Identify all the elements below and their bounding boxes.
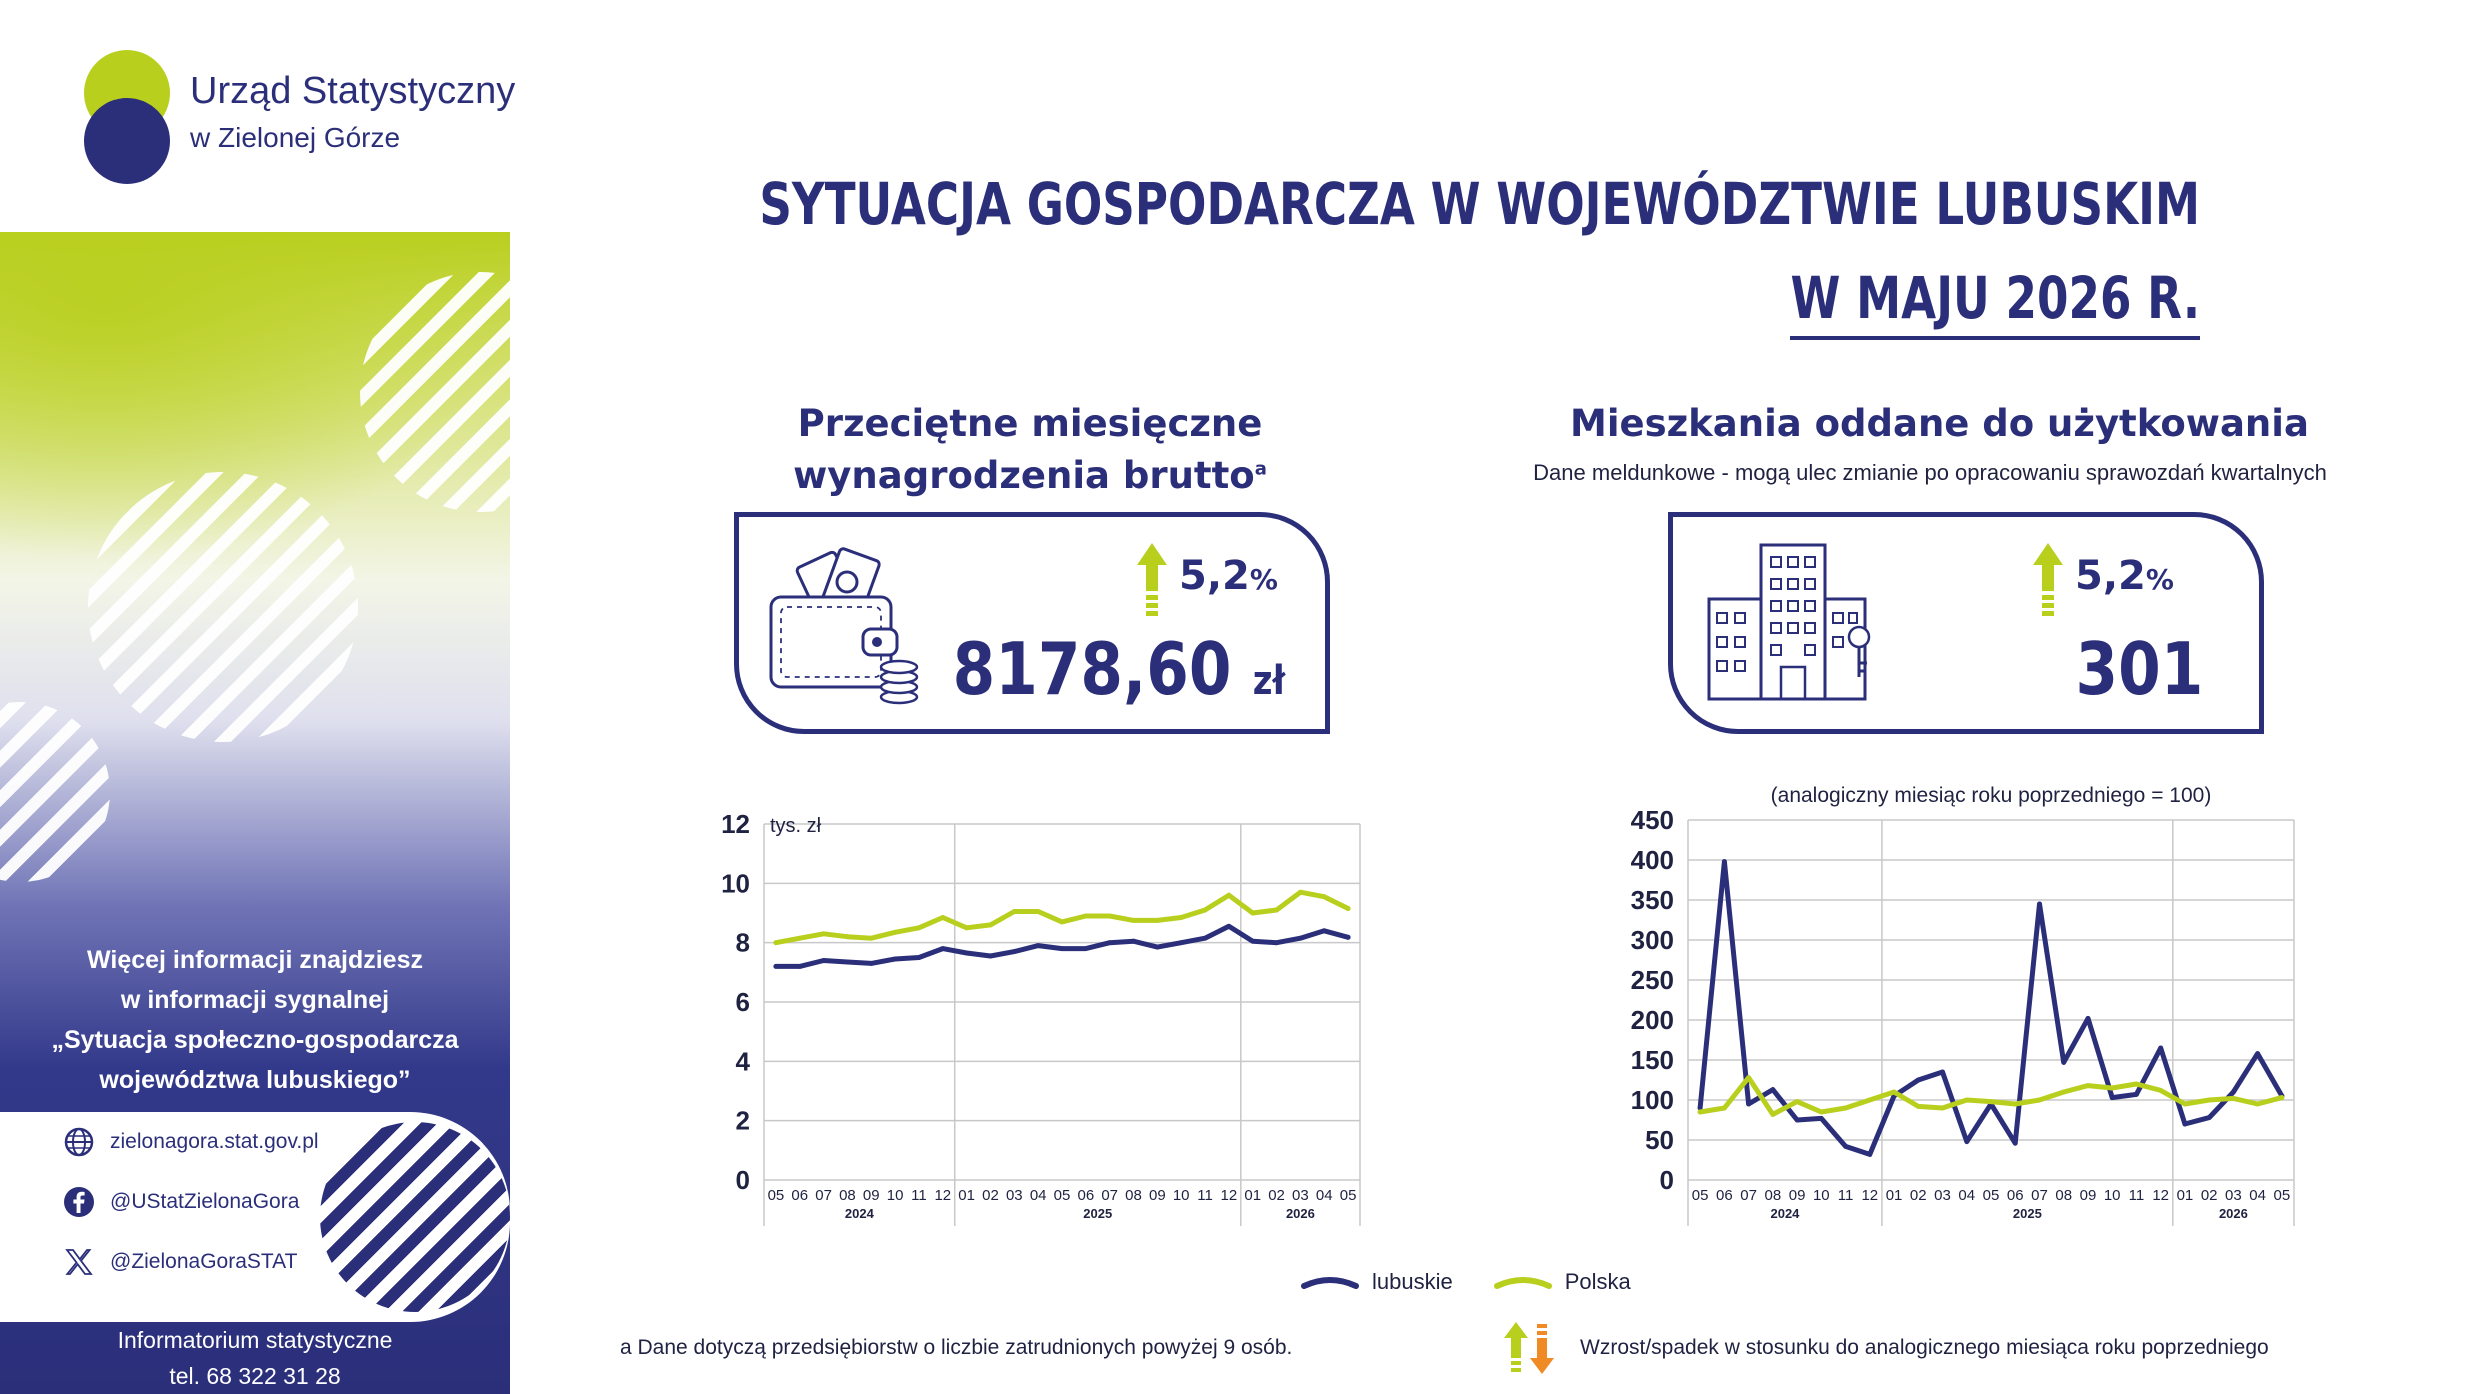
sidebar-info-text: Więcej informacji znajdziesz w informacji sygnalnej „Sytuacja społeczno-gospodarcza województwa lubuskiego” xyxy=(51,946,459,1094)
apartment-building-icon xyxy=(1699,537,1879,707)
x-tick-label: 01 xyxy=(958,1187,975,1204)
data-point xyxy=(845,934,850,939)
x-tick-label: 08 xyxy=(1764,1187,1782,1204)
flats-line-chart xyxy=(1610,780,2310,1230)
x-tick-label: 12 xyxy=(1220,1187,1238,1204)
x-tick-label: 11 xyxy=(1837,1187,1854,1204)
x-tick-label: 02 xyxy=(1909,1187,1927,1204)
wages-heading-line-1: Przeciętne miesięczne xyxy=(797,402,1263,445)
data-point xyxy=(1843,1144,1848,1149)
data-point xyxy=(964,925,969,930)
data-point xyxy=(2255,1051,2260,1056)
data-point xyxy=(2134,1092,2139,1097)
y-tick-label: 450 xyxy=(1630,805,1674,835)
data-point xyxy=(1940,1070,1945,1075)
decor-striped-circle xyxy=(88,472,358,742)
y-tick-label: 12 xyxy=(721,809,750,839)
data-point xyxy=(893,930,898,935)
x-tick-label: 07 xyxy=(1740,1187,1757,1204)
data-point xyxy=(1843,1106,1848,1111)
data-point xyxy=(1964,1139,1969,1144)
data-point xyxy=(2231,1096,2236,1101)
footnote-text: a Dane dotyczą przedsiębiorstw o liczbie zatrudnionych powyżej 9 osób. xyxy=(620,1336,1293,1359)
x-tick-label: 12 xyxy=(1861,1187,1879,1204)
logo-subtitle: w Zielonej Górze xyxy=(190,122,401,153)
data-point xyxy=(917,925,922,930)
decor-striped-circle xyxy=(0,702,110,882)
data-point xyxy=(1746,1102,1751,1107)
informatorium-contact xyxy=(0,1322,510,1394)
data-point xyxy=(893,957,898,962)
data-point xyxy=(1012,909,1017,914)
data-point xyxy=(1795,1118,1800,1123)
year-label: 2025 xyxy=(2012,1206,2042,1221)
wages-line-chart xyxy=(700,790,1380,1230)
flats-card xyxy=(1668,512,2264,734)
data-point xyxy=(2158,1046,2163,1051)
x-tick-label: 11 xyxy=(2128,1187,2145,1204)
data-point xyxy=(2183,1122,2188,1127)
x-tick-label: 10 xyxy=(2103,1187,2121,1204)
y-tick-label: 100 xyxy=(1630,1085,1674,1115)
data-point xyxy=(2061,1090,2066,1095)
data-point xyxy=(1036,943,1041,948)
informatorium-phone[interactable]: tel. 68 322 31 28 xyxy=(169,1363,341,1389)
y-tick-label: 150 xyxy=(1630,1045,1674,1075)
x-tick-label: 01 xyxy=(2176,1187,2194,1204)
data-point xyxy=(2061,1060,2066,1065)
x-tick-label: 02 xyxy=(1268,1187,1285,1204)
data-point xyxy=(1746,1075,1751,1080)
x-tick-label: 10 xyxy=(1812,1187,1830,1204)
year-label: 2026 xyxy=(1285,1206,1315,1221)
wages-card xyxy=(734,512,1330,734)
x-tick-label: 06 xyxy=(2006,1187,2024,1204)
y-tick-label: 0 xyxy=(1659,1165,1674,1195)
data-point xyxy=(2158,1088,2163,1093)
data-point xyxy=(1867,1098,1872,1103)
data-point xyxy=(1155,945,1160,950)
facebook-icon xyxy=(62,1185,96,1219)
x-tick-label: 06 xyxy=(1077,1187,1095,1204)
x-tick-label: 10 xyxy=(886,1187,904,1204)
x-tick-label: 12 xyxy=(2152,1187,2170,1204)
data-point xyxy=(1060,946,1065,951)
x-tick-label: 07 xyxy=(1101,1187,1119,1204)
data-point xyxy=(1036,909,1041,914)
increase-arrow-icon xyxy=(2033,543,2063,619)
page-title-line-1: SYTUACJA GOSPODARCZA W WOJEWÓDZTWIE LUBUSKIM xyxy=(759,170,2200,238)
data-point xyxy=(2013,1141,2018,1146)
data-point xyxy=(1964,1098,1969,1103)
x-tick-label: 09 xyxy=(2079,1187,2097,1204)
data-point xyxy=(1795,1099,1800,1104)
flats-subheading: Dane meldunkowe - mogą ulec zmianie po opracowaniu sprawozdań kwartalnych xyxy=(1533,460,2327,485)
data-point xyxy=(2207,1098,2212,1103)
page-title-line-2: W MAJU 2026 R. xyxy=(1790,264,2200,332)
year-label: 2024 xyxy=(1770,1206,1800,1221)
decor-striped-circle xyxy=(320,1122,510,1312)
data-point xyxy=(1083,914,1088,919)
informatorium-label: Informatorium statystyczne xyxy=(117,1327,393,1353)
data-point xyxy=(1322,894,1327,899)
x-tick-label: 05 xyxy=(1339,1187,1357,1204)
data-point xyxy=(2207,1115,2212,1120)
facebook-link-text: @UStatZielonaGora xyxy=(110,1190,300,1213)
globe-icon xyxy=(62,1125,96,1159)
data-point xyxy=(2086,1083,2091,1088)
data-point xyxy=(774,964,779,969)
x-tick-label: 05 xyxy=(1982,1187,2000,1204)
x-tick-label: 09 xyxy=(1149,1187,1166,1204)
decor-striped-circle xyxy=(360,272,510,512)
year-label: 2024 xyxy=(844,1206,874,1221)
data-point xyxy=(1155,918,1160,923)
x-tick-label: 06 xyxy=(791,1187,809,1204)
data-point xyxy=(1274,908,1279,913)
up-down-arrows-icon xyxy=(1504,1322,1556,1374)
data-point xyxy=(1298,936,1303,941)
x-tick-label: 08 xyxy=(839,1187,856,1204)
x-tick-label: 06 xyxy=(1716,1187,1733,1204)
x-tick-label: 04 xyxy=(1315,1187,1333,1204)
data-point xyxy=(1131,939,1136,944)
data-point xyxy=(1819,1116,1824,1121)
title-underline xyxy=(1790,336,2200,340)
series-line-polska xyxy=(1700,1078,2282,1115)
data-point xyxy=(1274,940,1279,945)
x-tick-label: 03 xyxy=(1292,1187,1309,1204)
x-tick-label: 08 xyxy=(2055,1187,2073,1204)
legend-swatch-polska xyxy=(1493,1272,1553,1292)
data-point xyxy=(1722,1106,1727,1111)
y-tick-label: 6 xyxy=(735,987,750,1017)
x-tick-label: 07 xyxy=(815,1187,832,1204)
y-tick-label: 2 xyxy=(735,1105,750,1136)
data-point xyxy=(1107,940,1112,945)
data-point xyxy=(2037,902,2042,907)
data-point xyxy=(2279,1095,2284,1100)
x-tick-label: 10 xyxy=(1172,1187,1190,1204)
series-line-polska xyxy=(776,892,1348,943)
website-link[interactable] xyxy=(62,1124,319,1160)
data-point xyxy=(1770,1112,1775,1117)
data-point xyxy=(1226,924,1231,929)
data-point xyxy=(797,964,802,969)
legend-label-lubuskie: lubuskie xyxy=(1372,1269,1453,1294)
x-tick-label: 11 xyxy=(911,1187,927,1204)
data-point xyxy=(988,954,993,959)
data-point xyxy=(1722,859,1727,864)
arrow-legend-note: Wzrost/spadek w stosunku do analogicznego miesiąca roku poprzedniego xyxy=(1580,1336,2269,1359)
x-tick-label: 05 xyxy=(1053,1187,1071,1204)
y-axis-label: tys. zł xyxy=(770,815,822,837)
x-tick-label: 03 xyxy=(2225,1187,2242,1204)
x-tick-label: 05 xyxy=(2273,1187,2291,1204)
data-point xyxy=(1770,1087,1775,1092)
data-point xyxy=(1916,1104,1921,1109)
logo-mark xyxy=(82,48,172,186)
y-tick-label: 350 xyxy=(1630,885,1674,915)
data-point xyxy=(1989,1099,1994,1104)
y-tick-label: 400 xyxy=(1630,845,1674,875)
x-link[interactable] xyxy=(62,1244,297,1280)
x-tick-label: 03 xyxy=(1005,1187,1023,1204)
data-point xyxy=(2037,1098,2042,1103)
y-tick-label: 4 xyxy=(735,1046,750,1077)
data-point xyxy=(2134,1082,2139,1087)
data-point xyxy=(988,922,993,927)
sidebar-links-panel xyxy=(0,1112,510,1322)
data-point xyxy=(1107,914,1112,919)
data-point xyxy=(1083,946,1088,951)
data-point xyxy=(774,940,779,945)
series-line-lubuskie xyxy=(1700,862,2282,1155)
data-point xyxy=(1346,935,1351,940)
data-point xyxy=(1060,920,1065,925)
data-point xyxy=(940,915,945,920)
y-tick-label: 250 xyxy=(1630,965,1674,995)
x-tick-label: 07 xyxy=(2031,1187,2048,1204)
year-label: 2025 xyxy=(1083,1206,1113,1221)
logo-name: Urząd Statystyczny xyxy=(190,70,516,112)
data-point xyxy=(2110,1095,2115,1100)
data-point xyxy=(1203,936,1208,941)
data-point xyxy=(1179,915,1184,920)
x-tick-label: 02 xyxy=(982,1187,999,1204)
y-tick-label: 200 xyxy=(1630,1005,1674,1035)
wages-value: 8178,60 zł xyxy=(952,627,1285,711)
data-point xyxy=(2183,1102,2188,1107)
data-point xyxy=(845,960,850,965)
x-tick-label: 09 xyxy=(1788,1187,1806,1204)
y-tick-label: 300 xyxy=(1630,925,1674,955)
y-tick-label: 8 xyxy=(735,927,750,958)
data-point xyxy=(940,946,945,951)
x-tick-label: 02 xyxy=(2200,1187,2218,1204)
legend-swatch-lubuskie xyxy=(1300,1272,1360,1292)
data-point xyxy=(869,936,874,941)
x-tick-label: 01 xyxy=(1885,1187,1903,1204)
data-point xyxy=(869,961,874,966)
data-point xyxy=(797,936,802,941)
legend-label-polska: Polska xyxy=(1564,1269,1631,1294)
x-tick-label: 03 xyxy=(1934,1187,1951,1204)
data-point xyxy=(964,951,969,956)
facebook-link[interactable] xyxy=(62,1184,299,1220)
x-tick-label: 04 xyxy=(2249,1187,2266,1204)
flats-heading: Mieszkania oddane do użytkowania xyxy=(1570,402,2309,445)
data-point xyxy=(821,958,826,963)
x-tick-label: 09 xyxy=(862,1187,880,1204)
data-point xyxy=(1226,893,1231,898)
flats-change-percent: 5,2% xyxy=(2075,553,2174,599)
data-point xyxy=(1940,1106,1945,1111)
y-tick-label: 0 xyxy=(735,1165,750,1195)
data-point xyxy=(917,955,922,960)
wages-heading-line-2: wynagrodzenia brutto$^a$ xyxy=(793,454,1267,497)
data-point xyxy=(1916,1078,1921,1083)
data-point xyxy=(1131,918,1136,923)
year-label: 2026 xyxy=(2218,1206,2248,1221)
data-point xyxy=(2086,1016,2091,1021)
x-tick-label: 05 xyxy=(767,1187,785,1204)
x-tick-label: 12 xyxy=(934,1187,952,1204)
wallet-money-icon xyxy=(759,537,929,707)
data-point xyxy=(2255,1102,2260,1107)
flats-value: 301 xyxy=(2075,627,2203,711)
data-point xyxy=(1892,1090,1897,1095)
data-point xyxy=(1012,949,1017,954)
data-point xyxy=(821,931,826,936)
data-point xyxy=(1322,928,1327,933)
data-point xyxy=(1698,1110,1703,1115)
x-link-text: @ZielonaGoraSTAT xyxy=(110,1250,298,1273)
data-point xyxy=(2231,1090,2236,1095)
x-tick-label: 08 xyxy=(1125,1187,1142,1204)
data-point xyxy=(2110,1086,2115,1091)
increase-arrow-icon xyxy=(1137,543,1167,619)
data-point xyxy=(1867,1152,1872,1157)
chart-legend xyxy=(1300,1264,1631,1300)
data-point xyxy=(2013,1102,2018,1107)
data-point xyxy=(1179,940,1184,945)
data-point xyxy=(1819,1110,1824,1115)
data-point xyxy=(1346,906,1351,911)
data-point xyxy=(1298,890,1303,895)
x-tick-label: 11 xyxy=(1197,1187,1213,1204)
data-point xyxy=(1250,911,1255,916)
x-tick-label: 05 xyxy=(1691,1187,1709,1204)
x-tick-label: 01 xyxy=(1244,1187,1262,1204)
data-point xyxy=(1250,939,1255,944)
y-tick-label: 10 xyxy=(721,868,750,899)
footnote-mark: a xyxy=(1254,458,1267,480)
x-icon xyxy=(62,1245,96,1279)
website-link-text: zielonagora.stat.gov.pl xyxy=(110,1130,319,1153)
data-point xyxy=(1203,908,1208,913)
x-tick-label: 04 xyxy=(1029,1187,1047,1204)
chart-title: (analogiczny miesiąc roku poprzedniego = 100) xyxy=(1770,784,2212,807)
x-tick-label: 04 xyxy=(1958,1187,1976,1204)
wages-change-percent: 5,2% xyxy=(1179,553,1278,599)
y-tick-label: 50 xyxy=(1645,1125,1674,1155)
